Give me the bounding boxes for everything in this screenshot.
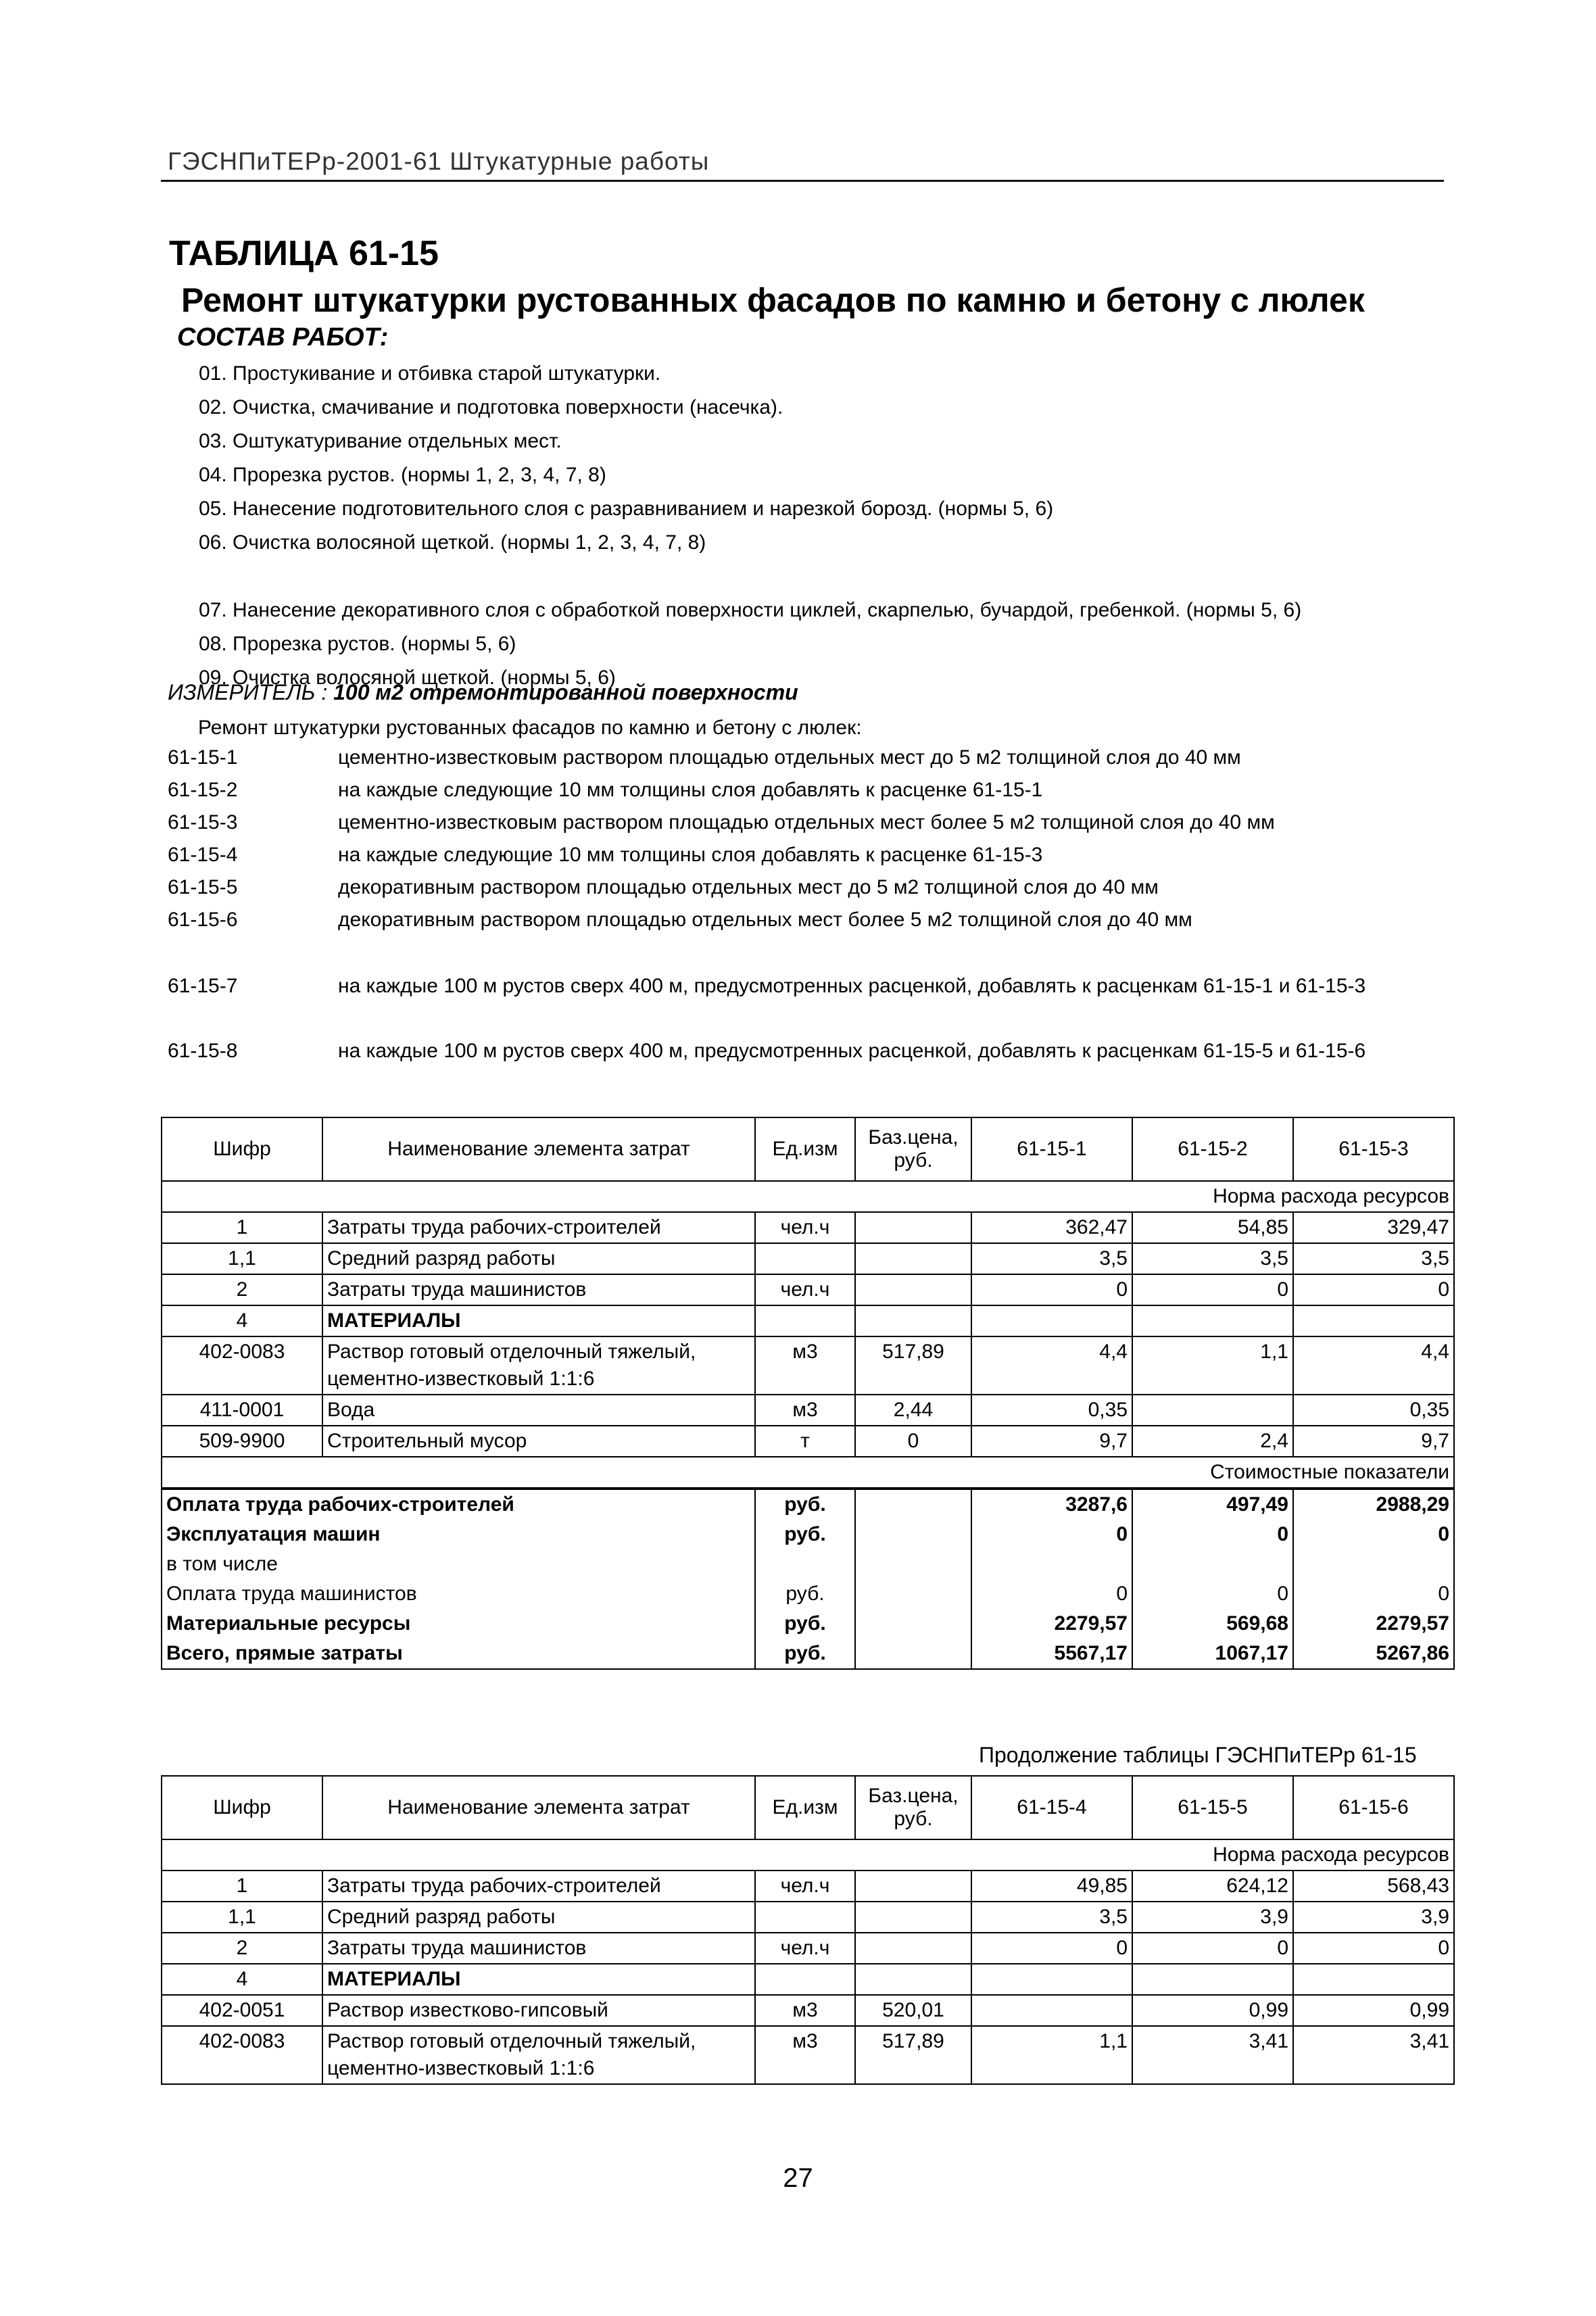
cell-shifr: 411-0001 xyxy=(162,1395,322,1426)
work-composition-heading: СОСТАВ РАБОТ: xyxy=(177,323,389,352)
cell-price xyxy=(855,1549,971,1579)
cost-unit: руб. xyxy=(755,1579,855,1609)
cell-value: 9,7 xyxy=(971,1426,1132,1457)
band-row xyxy=(162,1181,1454,1212)
work-item: 06. Очистка волосяной щеткой. (нормы 1, 2, 3, 4, 7, 8) xyxy=(199,531,706,554)
header-rule xyxy=(161,180,1444,182)
cell-value: 0 xyxy=(971,1933,1132,1964)
table-row xyxy=(162,1902,1454,1933)
cost-value: 0 xyxy=(971,1520,1132,1549)
cell-value xyxy=(1132,1964,1293,1995)
column-header-shifr: Шифр xyxy=(162,1776,322,1839)
column-header-price: Баз.цена, руб. xyxy=(855,1776,971,1839)
work-item: 08. Прорезка рустов. (нормы 5, 6) xyxy=(199,633,516,655)
unit-of-measure xyxy=(168,680,798,705)
cost-value xyxy=(971,1549,1132,1579)
cost-name: Эксплуатация машин xyxy=(162,1520,755,1549)
cell-unit xyxy=(755,1243,855,1274)
cell-value xyxy=(971,1305,1132,1336)
column-header-rate: 61-15-2 xyxy=(1132,1117,1293,1181)
table-header-row xyxy=(162,1117,1454,1181)
cost-unit: руб. xyxy=(755,1609,855,1639)
cell-shifr: 1,1 xyxy=(162,1243,322,1274)
cell-price: 2,44 xyxy=(855,1395,971,1426)
cell-value: 3,9 xyxy=(1132,1902,1293,1933)
cell-shifr: 4 xyxy=(162,1964,322,1995)
cell-value: 54,85 xyxy=(1132,1212,1293,1243)
cell-value: 0 xyxy=(1132,1274,1293,1305)
cell-unit xyxy=(755,1964,855,1995)
section-title: Ремонт штукатурки рустованных фасадов по камню и бетону с люлек xyxy=(181,281,1365,319)
cell-value: 0 xyxy=(1132,1933,1293,1964)
cell-value: 1,1 xyxy=(971,2026,1132,2084)
work-item: 04. Прорезка рустов. (нормы 1, 2, 3, 4, 7, 8) xyxy=(199,464,606,486)
column-header-rate: 61-15-5 xyxy=(1132,1776,1293,1839)
cost-row xyxy=(162,1489,1454,1520)
cell-unit xyxy=(755,1902,855,1933)
cell-value: 1,1 xyxy=(1132,1336,1293,1395)
cell-price xyxy=(855,1964,971,1995)
cost-value xyxy=(1132,1549,1293,1579)
unit-of-measure-label: ИЗМЕРИТЕЛЬ : xyxy=(168,680,328,704)
cell-unit: чел.ч xyxy=(755,1871,855,1902)
table-row xyxy=(162,2026,1454,2084)
cell-name: Затраты труда рабочих-строителей xyxy=(322,1871,755,1902)
code: 61-15-2 xyxy=(168,779,238,801)
cell-name: Раствор готовый отделочный тяжелый, цементно-известковый 1:1:6 xyxy=(322,1336,755,1395)
cell-price xyxy=(855,1212,971,1243)
cell-price xyxy=(855,1305,971,1336)
cell-shifr: 2 xyxy=(162,1274,322,1305)
cell-value xyxy=(1293,1305,1454,1336)
cell-shifr: 1,1 xyxy=(162,1902,322,1933)
norm-band-label: Норма расхода ресурсов xyxy=(162,1839,1454,1871)
cell-name: Затраты труда машинистов xyxy=(322,1933,755,1964)
code-description: на каждые 100 м рустов сверх 400 м, предусмотренных расценкой, добавлять к расценкам 61-15-1 и 61-15-3 xyxy=(338,975,1366,997)
column-header-rate: 61-15-6 xyxy=(1293,1776,1454,1839)
code-description: цементно-известковым раствором площадью отдельных мест более 5 м2 толщиной слоя до 40 мм xyxy=(338,811,1275,834)
cell-name: Раствор готовый отделочный тяжелый, цементно-известковый 1:1:6 xyxy=(322,2026,755,2084)
cell-shifr: 402-0083 xyxy=(162,1336,322,1395)
code: 61-15-6 xyxy=(168,909,238,931)
cell-name: Строительный мусор xyxy=(322,1426,755,1457)
cell-name: МАТЕРИАЛЫ xyxy=(322,1305,755,1336)
cell-value: 3,5 xyxy=(971,1243,1132,1274)
cell-unit: т xyxy=(755,1426,855,1457)
cost-value: 2988,29 xyxy=(1293,1489,1454,1520)
running-header: ГЭСНПиТЕРр-2001-61 Штукатурные работы xyxy=(168,147,710,175)
cell-value: 0 xyxy=(971,1274,1132,1305)
cell-shifr: 1 xyxy=(162,1871,322,1902)
cell-value: 0 xyxy=(1293,1274,1454,1305)
code: 61-15-1 xyxy=(168,746,238,769)
cost-name: Оплата труда рабочих-строителей xyxy=(162,1489,755,1520)
cost-value: 2279,57 xyxy=(1293,1609,1454,1639)
cost-value: 569,68 xyxy=(1132,1609,1293,1639)
cell-price xyxy=(855,1639,971,1669)
code-description: декоративным раствором площадью отдельных мест более 5 м2 толщиной слоя до 40 мм xyxy=(338,909,1192,931)
cost-value: 5567,17 xyxy=(971,1639,1132,1669)
cell-price xyxy=(855,1489,971,1520)
cell-value: 624,12 xyxy=(1132,1871,1293,1902)
work-item: 07. Нанесение декоративного слоя с обработкой поверхности циклей, скарпелью, бучардой, гребенкой. (нормы 5, 6) xyxy=(199,599,1302,621)
cost-value: 0 xyxy=(1132,1579,1293,1609)
cell-price xyxy=(855,1579,971,1609)
work-item: 02. Очистка, смачивание и подготовка поверхности (насечка). xyxy=(199,396,783,418)
cell-unit xyxy=(755,1305,855,1336)
column-header-rate: 61-15-3 xyxy=(1293,1117,1454,1181)
column-header-name: Наименование элемента затрат xyxy=(322,1117,755,1181)
cell-value: 3,41 xyxy=(1293,2026,1454,2084)
cell-value: 4,4 xyxy=(971,1336,1132,1395)
cell-value: 2,4 xyxy=(1132,1426,1293,1457)
cell-value: 3,5 xyxy=(1132,1243,1293,1274)
work-item: 01. Простукивание и отбивка старой штукатурки. xyxy=(199,362,661,385)
cell-price: 517,89 xyxy=(855,1336,971,1395)
code-description: декоративным раствором площадью отдельных мест до 5 м2 толщиной слоя до 40 мм xyxy=(338,876,1159,898)
code: 61-15-3 xyxy=(168,811,238,834)
cost-value: 2279,57 xyxy=(971,1609,1132,1639)
table-row xyxy=(162,1212,1454,1243)
norm-band-label: Норма расхода ресурсов xyxy=(162,1181,1454,1212)
band-row xyxy=(162,1457,1454,1489)
cell-shifr: 2 xyxy=(162,1933,322,1964)
work-item: 05. Нанесение подготовительного слоя с разравниванием и нарезкой борозд. (нормы 5, 6) xyxy=(199,498,1054,520)
table-row xyxy=(162,1964,1454,1995)
column-header-rate: 61-15-4 xyxy=(971,1776,1132,1839)
code-description: на каждые 100 м рустов сверх 400 м, предусмотренных расценкой, добавлять к расценкам 61-15-5 и 61-15-6 xyxy=(338,1040,1366,1062)
table-row xyxy=(162,1274,1454,1305)
cell-value xyxy=(1132,1395,1293,1426)
cell-price xyxy=(855,1609,971,1639)
work-list xyxy=(199,357,1301,695)
cost-name: Оплата труда машинистов xyxy=(162,1579,755,1609)
cell-unit: чел.ч xyxy=(755,1212,855,1243)
cost-value: 0 xyxy=(1132,1520,1293,1549)
cell-value xyxy=(1293,1964,1454,1995)
cell-price: 517,89 xyxy=(855,2026,971,2084)
cell-value: 3,5 xyxy=(971,1902,1132,1933)
cost-row xyxy=(162,1609,1454,1639)
cell-value: 362,47 xyxy=(971,1212,1132,1243)
code: 61-15-7 xyxy=(168,975,238,997)
page-number: 27 xyxy=(783,2163,813,2193)
cost-value xyxy=(1293,1549,1454,1579)
cost-unit xyxy=(755,1549,855,1579)
table-row xyxy=(162,1305,1454,1336)
cell-value xyxy=(971,1964,1132,1995)
table-row xyxy=(162,1995,1454,2026)
cell-value xyxy=(1132,1305,1293,1336)
cell-name: Средний разряд работы xyxy=(322,1243,755,1274)
cost-value: 497,49 xyxy=(1132,1489,1293,1520)
cost-value: 0 xyxy=(971,1579,1132,1609)
code-description: на каждые следующие 10 мм толщины слоя добавлять к расценке 61-15-3 xyxy=(338,844,1043,866)
table-continuation-label: Продолжение таблицы ГЭСНПиТЕРр 61-15 xyxy=(979,1743,1417,1767)
cell-unit: м3 xyxy=(755,1995,855,2026)
cell-price xyxy=(855,1933,971,1964)
cell-name: Вода xyxy=(322,1395,755,1426)
column-header-price: Баз.цена, руб. xyxy=(855,1117,971,1181)
cell-shifr: 1 xyxy=(162,1212,322,1243)
cost-band-label: Стоимостные показатели xyxy=(162,1457,1454,1489)
cell-value: 3,9 xyxy=(1293,1902,1454,1933)
cost-value: 5267,86 xyxy=(1293,1639,1454,1669)
cost-name: Материальные ресурсы xyxy=(162,1609,755,1639)
cost-value: 0 xyxy=(1293,1520,1454,1549)
cell-value xyxy=(971,1995,1132,2026)
table-row xyxy=(162,1243,1454,1274)
table-title: ТАБЛИЦА 61-15 xyxy=(169,234,439,273)
cell-price xyxy=(855,1520,971,1549)
work-item: 03. Оштукатуривание отдельных мест. xyxy=(199,430,562,452)
cell-shifr: 402-0083 xyxy=(162,2026,322,2084)
table-row xyxy=(162,1871,1454,1902)
cell-name: Затраты труда машинистов xyxy=(322,1274,755,1305)
cell-value: 329,47 xyxy=(1293,1212,1454,1243)
cost-name: Всего, прямые затраты xyxy=(162,1639,755,1669)
cell-value: 3,41 xyxy=(1132,2026,1293,2084)
cost-value: 3287,6 xyxy=(971,1489,1132,1520)
cell-unit: чел.ч xyxy=(755,1274,855,1305)
cost-unit: руб. xyxy=(755,1639,855,1669)
cell-name: МАТЕРИАЛЫ xyxy=(322,1964,755,1995)
cell-price xyxy=(855,1274,971,1305)
cost-unit: руб. xyxy=(755,1520,855,1549)
cell-name: Раствор известково-гипсовый xyxy=(322,1995,755,2026)
cell-unit: м3 xyxy=(755,1395,855,1426)
cell-value: 0 xyxy=(1293,1933,1454,1964)
spacer xyxy=(199,560,1301,594)
cell-value: 4,4 xyxy=(1293,1336,1454,1395)
cell-price xyxy=(855,1871,971,1902)
cell-value: 49,85 xyxy=(971,1871,1132,1902)
cost-row xyxy=(162,1520,1454,1549)
cell-value: 0,35 xyxy=(971,1395,1132,1426)
cell-value: 3,5 xyxy=(1293,1243,1454,1274)
cell-unit: м3 xyxy=(755,2026,855,2084)
column-header-name: Наименование элемента затрат xyxy=(322,1776,755,1839)
column-header-shifr: Шифр xyxy=(162,1117,322,1181)
table-row xyxy=(162,1336,1454,1395)
band-row xyxy=(162,1839,1454,1871)
table-row xyxy=(162,1933,1454,1964)
cell-unit: чел.ч xyxy=(755,1933,855,1964)
cost-unit: руб. xyxy=(755,1489,855,1520)
unit-of-measure-value: 100 м2 отремонтированной поверхности xyxy=(333,680,798,704)
cell-name: Затраты труда рабочих-строителей xyxy=(322,1212,755,1243)
cell-value: 0,35 xyxy=(1293,1395,1454,1426)
cell-unit: м3 xyxy=(755,1336,855,1395)
cost-value: 1067,17 xyxy=(1132,1639,1293,1669)
codes-intro: Ремонт штукатурки рустованных фасадов по камню и бетону с люлек: xyxy=(198,717,862,739)
table-row xyxy=(162,1426,1454,1457)
cost-name: в том числе xyxy=(162,1549,755,1579)
table-row xyxy=(162,1395,1454,1426)
cell-price xyxy=(855,1243,971,1274)
code-description: цементно-известковым раствором площадью отдельных мест до 5 м2 толщиной слоя до 40 мм xyxy=(338,746,1241,769)
cell-value: 568,43 xyxy=(1293,1871,1454,1902)
cell-name: Средний разряд работы xyxy=(322,1902,755,1933)
cell-price: 520,01 xyxy=(855,1995,971,2026)
work-item: 09. Очистка волосяной щеткой. (нормы 5, 6) xyxy=(199,667,616,689)
code: 61-15-8 xyxy=(168,1040,238,1062)
table-header-row xyxy=(162,1776,1454,1839)
cell-shifr: 402-0051 xyxy=(162,1995,322,2026)
code: 61-15-5 xyxy=(168,876,238,898)
column-header-rate: 61-15-1 xyxy=(971,1117,1132,1181)
cell-price xyxy=(855,1902,971,1933)
cell-shifr: 4 xyxy=(162,1305,322,1336)
cost-value: 0 xyxy=(1293,1579,1454,1609)
cost-row xyxy=(162,1639,1454,1669)
cell-price: 0 xyxy=(855,1426,971,1457)
code: 61-15-4 xyxy=(168,844,238,866)
column-header-unit: Ед.изм xyxy=(755,1117,855,1181)
resource-table-1 xyxy=(161,1117,1455,1670)
resource-table-2 xyxy=(161,1775,1455,2085)
column-header-unit: Ед.изм xyxy=(755,1776,855,1839)
cell-value: 9,7 xyxy=(1293,1426,1454,1457)
cell-value: 0,99 xyxy=(1293,1995,1454,2026)
cell-shifr: 509-9900 xyxy=(162,1426,322,1457)
code-description: на каждые следующие 10 мм толщины слоя добавлять к расценке 61-15-1 xyxy=(338,779,1043,801)
cost-row xyxy=(162,1549,1454,1579)
cell-value: 0,99 xyxy=(1132,1995,1293,2026)
cost-row xyxy=(162,1579,1454,1609)
